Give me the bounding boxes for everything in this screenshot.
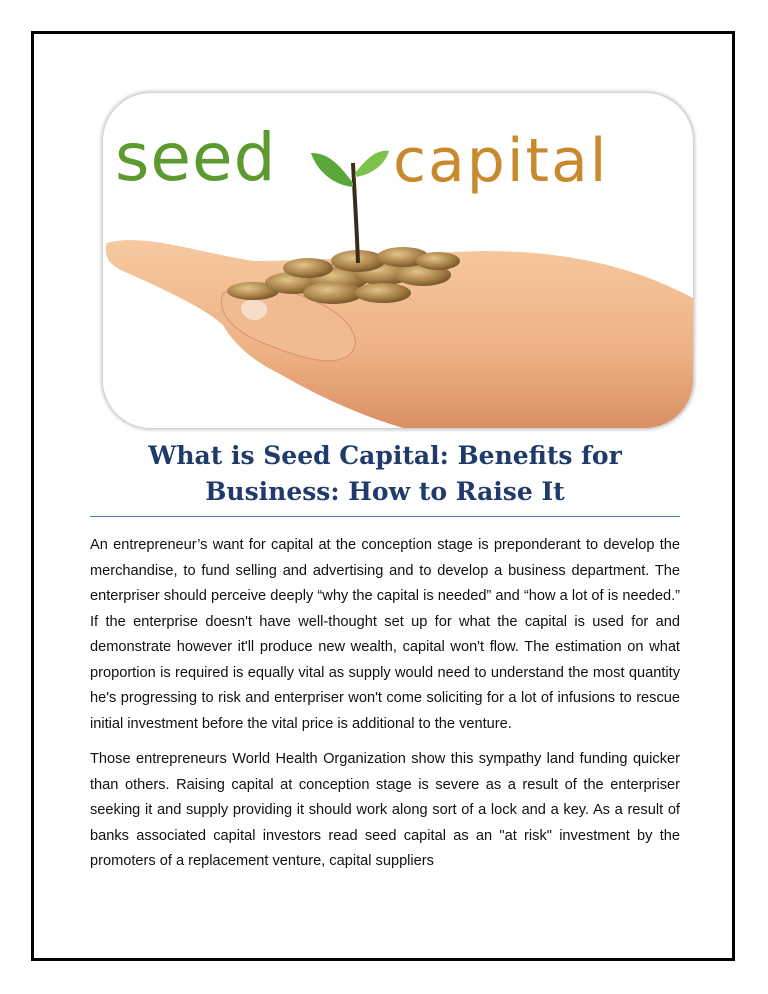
logo-word-capital: capital	[393, 126, 609, 196]
sprout-icon	[311, 151, 389, 263]
paragraph-1: An entrepreneur’s want for capital at the conception stage is preponderant to develop the merchandise, to fund selling and advertising and to develop a business department. The enterpriser should perceive deeply “why the capital is needed” and “how a lot of is needed.” If the enterprise doesn't have well-thought set up for what the capital is used for and demonstrate however it'll produce new wealth, capital won't flow. The estimation on what proportion is required is equally vital as supply would need to understand the most quantity he's progressing to risk and enterpriser won't come soliciting for a lot of infusions to rescue initial investment before the vital price is additional to the venture.	[90, 537, 680, 732]
logo-word-seed: seed	[115, 119, 277, 196]
title-line-2: Business: How to Raise It	[205, 477, 565, 506]
article-title	[90, 438, 680, 510]
hero-image	[103, 93, 693, 428]
paragraph-2: Those entrepreneurs World Health Organization show this sympathy land funding quicker than others. Raising capital at conception stage is severe as a result of the enterpriser seeking it and supply providing it should work along sort of a lock and a key. As a result of banks associated capital investors read seed capital as an "at risk" investment by the promoters of a replacement venture, capital suppliers	[90, 751, 680, 869]
article-body	[90, 533, 680, 885]
title-line-1: What is Seed Capital: Benefits for	[148, 441, 622, 470]
title-underline	[90, 516, 680, 517]
